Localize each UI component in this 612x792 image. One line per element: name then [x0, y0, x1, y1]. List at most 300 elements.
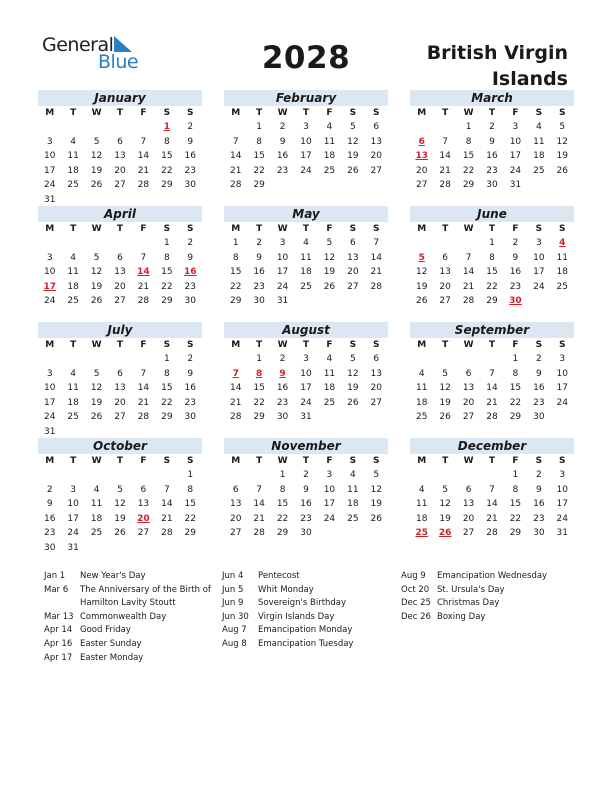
day-cell: 14: [229, 151, 242, 161]
day-cell: 16: [533, 383, 545, 393]
empty-day-cell: [85, 468, 108, 483]
day-cell: 4: [70, 252, 76, 263]
empty-day-cell: [224, 468, 247, 483]
day-cell: 24: [509, 165, 522, 176]
day-cell: 16: [43, 513, 56, 524]
day-cell: 10: [276, 252, 289, 263]
day-cell: 30: [533, 412, 545, 422]
weekday-header: T: [70, 456, 77, 466]
weekday-header: T: [256, 108, 263, 118]
weekday-header: S: [559, 108, 566, 118]
day-cell: 12: [90, 383, 103, 393]
logo-text-blue: Blue: [98, 51, 139, 73]
weekday-header: T: [442, 456, 449, 466]
day-cell: 10: [43, 267, 56, 277]
day-cell: 30: [253, 296, 265, 306]
weekday-header: T: [302, 224, 310, 234]
day-cell: 5: [349, 122, 356, 132]
day-cell: 14: [370, 252, 382, 263]
day-cell: 22: [486, 281, 498, 292]
day-cell: 2: [512, 238, 519, 248]
holiday-name: Good Friday: [80, 625, 131, 636]
day-cell: 9: [512, 252, 519, 263]
weekday-header: S: [187, 224, 194, 234]
day-cell: 16: [184, 151, 196, 161]
day-cell: 13: [439, 267, 451, 277]
holiday-date: Oct 20: [401, 584, 430, 595]
day-cell: 6: [140, 484, 147, 495]
month-grid: [38, 106, 202, 207]
day-cell: 26: [90, 296, 103, 306]
day-cell: 24: [43, 180, 56, 190]
day-cell: 16: [533, 499, 545, 509]
day-cell: 16: [300, 499, 312, 509]
weekday-header: T: [70, 108, 77, 118]
month-title: September: [410, 322, 574, 338]
day-cell: 19: [323, 267, 336, 277]
day-cell: 20: [114, 397, 126, 408]
day-cell: 11: [67, 383, 79, 393]
weekday-header: F: [512, 224, 519, 234]
day-cell: 2: [279, 354, 286, 364]
day-cell: 15: [509, 499, 522, 509]
day-cell: 29: [276, 528, 289, 538]
day-cell: 18: [323, 151, 336, 161]
weekday-header: W: [91, 340, 102, 350]
holiday-entry: [222, 638, 392, 652]
day-cell: 22: [161, 397, 173, 408]
weekday-header: M: [45, 340, 55, 350]
day-cell: 3: [559, 354, 566, 364]
day-cell: 14: [137, 151, 150, 161]
holiday-date: Mar 6: [44, 584, 69, 595]
weekday-header: F: [140, 340, 147, 350]
empty-day-cell: [224, 120, 247, 135]
day-cell: 21: [229, 165, 242, 176]
day-cell: 10: [556, 484, 568, 495]
weekday-header: S: [373, 456, 380, 466]
day-cell: 3: [46, 252, 53, 263]
weekday-header: W: [277, 340, 288, 350]
day-cell: 18: [300, 267, 312, 277]
day-cell: 15: [276, 499, 289, 509]
weekday-header: M: [45, 108, 55, 118]
day-cell: 20: [370, 151, 382, 161]
day-cell: 17: [509, 151, 522, 161]
day-cell: 4: [418, 368, 425, 379]
day-cell: 24: [300, 397, 312, 408]
holiday-name: Whit Monday: [258, 584, 314, 595]
day-cell: 25: [323, 165, 336, 176]
weekday-header: F: [326, 108, 333, 118]
holiday-name: Christmas Day: [437, 598, 500, 609]
day-cell: 5: [373, 470, 380, 480]
day-cell: 2: [535, 354, 542, 364]
empty-day-cell: [457, 236, 480, 251]
day-cell: 15: [161, 151, 173, 161]
day-cell: 7: [489, 368, 495, 379]
day-cell: 23: [276, 165, 289, 176]
month-october: [38, 438, 202, 555]
weekday-header: M: [231, 224, 241, 234]
holiday-date: Apr 16: [44, 638, 73, 649]
day-cell: 7: [140, 136, 147, 147]
day-cell: 14: [462, 267, 475, 277]
day-cell: 31: [43, 194, 56, 205]
day-cell: 21: [486, 513, 498, 524]
empty-day-cell: [85, 352, 108, 367]
holiday-name: Commonwealth Day: [80, 611, 167, 622]
day-cell: 21: [161, 513, 173, 524]
weekday-header: S: [559, 224, 566, 234]
weekday-header: S: [535, 456, 543, 466]
day-cell: 18: [67, 397, 79, 408]
day-cell: 7: [465, 252, 472, 263]
day-cell: 24: [556, 513, 568, 524]
holiday-entry: [222, 624, 392, 638]
day-cell: 4: [418, 484, 425, 495]
holiday-entry: [44, 570, 214, 584]
day-cell: 22: [509, 513, 522, 524]
month-title: February: [224, 90, 388, 106]
holiday-entry: [44, 584, 214, 611]
weekday-header: W: [91, 224, 102, 234]
holiday-day-cell: 25: [415, 528, 428, 538]
day-cell: 25: [67, 296, 79, 306]
day-cell: 2: [256, 238, 262, 248]
day-cell: 12: [415, 267, 428, 277]
day-cell: 28: [229, 412, 242, 422]
weekday-header: M: [231, 108, 241, 118]
holiday-entry: [222, 570, 392, 584]
weekday-header: T: [442, 108, 449, 118]
day-cell: 15: [229, 267, 242, 277]
empty-day-cell: [457, 468, 480, 483]
day-cell: 1: [187, 470, 194, 480]
weekday-header: T: [256, 456, 263, 466]
day-cell: 5: [442, 484, 448, 495]
month-april: [38, 206, 202, 309]
day-cell: 15: [253, 383, 265, 393]
day-cell: 15: [509, 383, 522, 393]
day-cell: 9: [256, 252, 262, 263]
weekday-header: S: [535, 224, 543, 234]
day-cell: 30: [276, 412, 289, 422]
weekday-header: W: [277, 108, 288, 118]
day-cell: 18: [556, 267, 568, 277]
day-cell: 30: [300, 528, 312, 538]
weekday-header: S: [187, 456, 194, 466]
day-cell: 2: [187, 122, 194, 132]
weekday-header: F: [140, 224, 147, 234]
weekday-header: F: [512, 340, 519, 350]
weekday-header: S: [349, 456, 357, 466]
day-cell: 11: [556, 252, 568, 263]
day-cell: 14: [439, 151, 451, 161]
weekday-header: W: [277, 224, 288, 234]
day-cell: 21: [137, 397, 150, 408]
day-cell: 30: [184, 296, 196, 306]
weekday-header: M: [417, 456, 427, 466]
weekday-header: M: [231, 456, 241, 466]
day-cell: 25: [90, 528, 103, 538]
day-cell: 21: [370, 267, 382, 277]
day-cell: 26: [556, 165, 568, 176]
day-cell: 1: [465, 122, 472, 132]
day-cell: 23: [184, 397, 196, 408]
day-cell: 17: [300, 151, 312, 161]
empty-day-cell: [108, 236, 131, 251]
day-cell: 25: [533, 165, 545, 176]
weekday-header: S: [535, 108, 543, 118]
day-cell: 10: [556, 368, 568, 379]
day-cell: 7: [442, 136, 448, 147]
weekday-header: W: [91, 108, 102, 118]
day-cell: 4: [326, 354, 333, 364]
day-cell: 7: [489, 484, 495, 495]
day-cell: 10: [323, 484, 336, 495]
month-grid: [410, 106, 574, 193]
day-cell: 8: [465, 136, 472, 147]
day-cell: 31: [300, 412, 312, 422]
day-cell: 20: [462, 513, 475, 524]
day-cell: 27: [347, 281, 359, 292]
holiday-day-cell: 9: [279, 368, 286, 379]
month-grid: [38, 338, 202, 439]
day-cell: 14: [486, 499, 498, 509]
day-cell: 22: [253, 397, 265, 408]
holiday-entry: [44, 638, 214, 652]
day-cell: 15: [161, 267, 173, 277]
weekday-header: T: [488, 108, 496, 118]
month-title: December: [410, 438, 574, 454]
holiday-date: Aug 8: [222, 638, 247, 649]
weekday-header: M: [417, 108, 427, 118]
day-cell: 6: [465, 368, 472, 379]
day-cell: 11: [323, 136, 336, 147]
day-cell: 13: [370, 368, 382, 379]
day-cell: 25: [300, 281, 312, 292]
day-cell: 23: [253, 281, 265, 292]
holiday-date: Jan 1: [44, 571, 66, 581]
day-cell: 25: [323, 397, 336, 408]
day-cell: 29: [462, 180, 475, 190]
day-cell: 24: [300, 165, 312, 176]
day-cell: 22: [229, 281, 242, 292]
empty-day-cell: [38, 236, 61, 251]
day-cell: 31: [556, 528, 568, 538]
holiday-name: Virgin Islands Day: [258, 611, 335, 622]
day-cell: 26: [439, 412, 451, 422]
day-cell: 11: [415, 383, 428, 393]
day-cell: 22: [462, 165, 475, 176]
day-cell: 12: [439, 383, 451, 393]
day-cell: 15: [486, 267, 498, 277]
holiday-day-cell: 30: [509, 296, 522, 306]
day-cell: 3: [303, 354, 309, 364]
month-march: [410, 90, 574, 193]
holiday-day-cell: 5: [418, 252, 425, 263]
day-cell: 21: [137, 281, 150, 292]
day-cell: 25: [67, 412, 79, 422]
day-cell: 5: [117, 484, 123, 495]
holiday-day-cell: 1: [163, 122, 170, 132]
day-cell: 12: [556, 136, 568, 147]
holiday-day-cell: 16: [184, 267, 197, 277]
empty-day-cell: [433, 236, 456, 251]
day-cell: 10: [43, 151, 56, 161]
weekday-header: M: [45, 224, 55, 234]
day-cell: 18: [90, 513, 103, 524]
month-grid: [410, 222, 574, 309]
day-cell: 16: [184, 383, 196, 393]
day-cell: 4: [70, 368, 76, 379]
holiday-day-cell: 17: [43, 281, 56, 292]
day-cell: 26: [90, 412, 103, 422]
weekday-header: W: [463, 108, 474, 118]
holiday-day-cell: 14: [137, 267, 150, 277]
weekday-header: M: [45, 456, 55, 466]
day-cell: 3: [559, 470, 566, 480]
weekday-header: M: [417, 340, 427, 350]
holiday-day-cell: 7: [232, 368, 239, 379]
weekday-header: T: [302, 340, 310, 350]
weekday-header: S: [187, 340, 194, 350]
holiday-entry: [222, 584, 392, 598]
day-cell: 20: [462, 397, 475, 408]
holiday-name: New Year's Day: [80, 571, 146, 581]
day-cell: 17: [67, 513, 79, 524]
day-cell: 27: [415, 180, 428, 190]
day-cell: 29: [509, 528, 522, 538]
day-cell: 31: [43, 426, 56, 437]
day-cell: 28: [229, 180, 242, 190]
day-cell: 10: [509, 136, 522, 147]
day-cell: 28: [370, 281, 382, 292]
weekday-header: W: [277, 456, 288, 466]
day-cell: 1: [163, 354, 170, 364]
empty-day-cell: [108, 120, 131, 135]
weekday-header: T: [442, 340, 449, 350]
day-cell: 13: [114, 267, 126, 277]
day-cell: 10: [533, 252, 545, 263]
holiday-name: Easter Sunday: [80, 638, 142, 649]
weekday-header: S: [373, 340, 380, 350]
weekday-header: F: [140, 108, 147, 118]
day-cell: 22: [509, 397, 522, 408]
day-cell: 26: [347, 165, 359, 176]
day-cell: 23: [509, 281, 522, 292]
day-cell: 19: [114, 513, 126, 524]
day-cell: 25: [347, 513, 359, 524]
holiday-entry: [44, 611, 214, 625]
weekday-header: W: [463, 224, 474, 234]
day-cell: 2: [535, 470, 542, 480]
day-cell: 19: [556, 151, 568, 161]
day-cell: 8: [187, 484, 194, 495]
weekday-header: T: [116, 456, 124, 466]
empty-day-cell: [61, 352, 84, 367]
day-cell: 17: [323, 499, 336, 509]
day-cell: 12: [370, 484, 382, 495]
day-cell: 30: [184, 180, 196, 190]
day-cell: 27: [439, 296, 451, 306]
weekday-header: S: [163, 224, 171, 234]
month-may: [224, 206, 388, 309]
month-july: [38, 322, 202, 439]
day-cell: 3: [535, 238, 542, 248]
empty-day-cell: [132, 468, 155, 483]
day-cell: 11: [300, 252, 312, 263]
day-cell: 17: [556, 383, 568, 393]
weekday-header: W: [463, 340, 474, 350]
day-cell: 21: [137, 165, 150, 176]
weekday-header: S: [163, 108, 171, 118]
day-cell: 27: [229, 528, 242, 538]
day-cell: 27: [370, 397, 382, 408]
weekday-header: T: [302, 456, 310, 466]
day-cell: 11: [67, 267, 79, 277]
day-cell: 6: [442, 252, 448, 263]
day-cell: 28: [486, 528, 498, 538]
day-cell: 24: [533, 281, 545, 292]
month-title: April: [38, 206, 202, 222]
day-cell: 9: [279, 136, 286, 147]
day-cell: 17: [43, 165, 56, 176]
weekday-header: T: [302, 108, 310, 118]
day-cell: 1: [256, 354, 262, 364]
day-cell: 8: [163, 252, 170, 263]
holiday-entry: [222, 597, 392, 611]
day-cell: 2: [279, 122, 286, 132]
day-cell: 28: [439, 180, 451, 190]
day-cell: 4: [93, 484, 100, 495]
day-cell: 13: [229, 499, 242, 509]
day-cell: 18: [323, 383, 336, 393]
day-cell: 9: [187, 368, 194, 379]
day-cell: 28: [137, 412, 150, 422]
day-cell: 2: [303, 470, 309, 480]
holiday-date: Jun 9: [222, 598, 244, 609]
day-cell: 5: [93, 252, 100, 263]
empty-day-cell: [132, 352, 155, 367]
day-cell: 5: [93, 136, 100, 147]
month-title: June: [410, 206, 574, 222]
month-title: November: [224, 438, 388, 454]
day-cell: 23: [43, 528, 56, 538]
holiday-date: Jun 4: [222, 571, 244, 581]
day-cell: 3: [279, 238, 286, 248]
holiday-name: Emancipation Tuesday: [258, 638, 354, 649]
weekday-header: T: [256, 224, 263, 234]
day-cell: 21: [439, 165, 451, 176]
day-cell: 3: [46, 136, 53, 147]
weekday-header: T: [116, 340, 124, 350]
day-cell: 10: [67, 499, 79, 509]
day-cell: 1: [163, 238, 170, 248]
empty-day-cell: [108, 352, 131, 367]
weekday-header: S: [535, 340, 543, 350]
day-cell: 16: [253, 267, 265, 277]
day-cell: 19: [370, 499, 382, 509]
empty-day-cell: [480, 352, 503, 367]
day-cell: 15: [184, 499, 196, 509]
day-cell: 21: [462, 281, 475, 292]
day-cell: 26: [90, 180, 103, 190]
empty-day-cell: [61, 120, 84, 135]
day-cell: 13: [462, 383, 475, 393]
holiday-column: [44, 570, 214, 665]
